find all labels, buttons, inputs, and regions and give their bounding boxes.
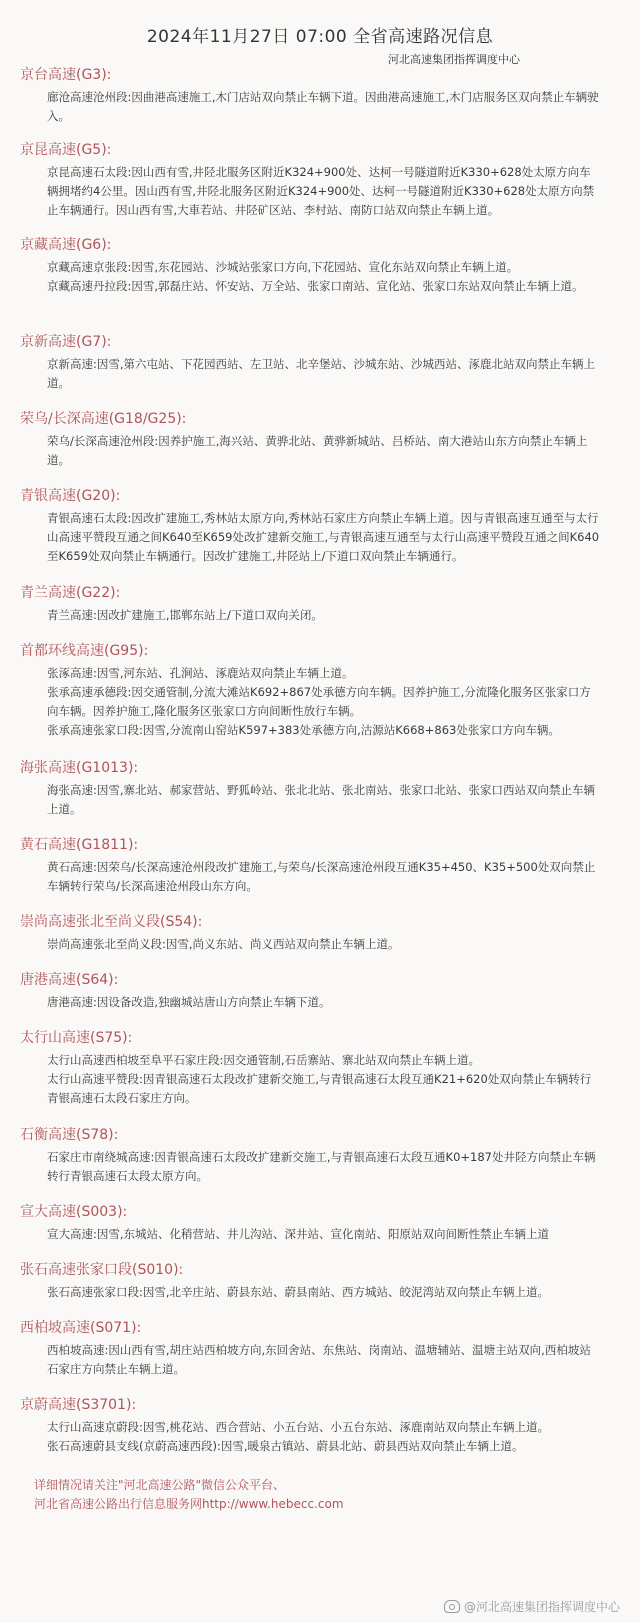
footer-line-website[interactable]: 河北省高速公路出行信息服务网http://www.hebecc.com [34, 1497, 344, 1511]
road-segment: 张石高速张家口段:因雪,北辛庄站、蔚县东站、蔚县南站、西方城站、皎泥湾站双向禁止车辆上道。 [47, 1285, 550, 1299]
road-segment: 崇尚高速张北至尚义段:因雪,尚义东站、尚义西站双向禁止车辆上道。 [47, 937, 400, 951]
road-name: 青银高速(G20): [20, 488, 121, 504]
road-name: 海张高速(G1013): [20, 760, 139, 776]
road-segment: 太行山高速西柏坡至阜平石家庄段:因交通管制,石岳寨站、寨北站双向禁止车辆上道。 [47, 1053, 481, 1067]
road-segment: 宣大高速:因雪,东城站、化稍营站、井儿沟站、深井站、宣化南站、阳原站双向间断性禁止车辆上道 [47, 1227, 550, 1241]
road-name: 荣乌/长深高速(G18/G25): [20, 411, 187, 427]
road-segment: 太行山高速平赞段:因青银高速石太段改扩建新交施工,与青银高速石太段互通K21+620处双向禁止车辆转行青银高速石太段石家庄方向。 [47, 1072, 592, 1105]
footer-line-wechat: 详细情况请关注"河北高速公路"微信公众平台、 [34, 1478, 286, 1492]
road-s54 [20, 913, 620, 954]
road-g95 [20, 642, 620, 740]
weibo-icon [444, 1600, 460, 1613]
watermark-text: @河北高速集团指挥调度中心 [463, 1600, 620, 1614]
road-segment: 青银高速石太段:因改扩建施工,秀林站太原方向,秀林站石家庄方向禁止车辆上道。因与青银高速互通至与太行山高速平赞段互通之间K640至K659处改扩建新交施工,与青银高速互通至与太行山高速平赞段互通之间K640至K659处双向禁止车辆通行。因改扩建施工,井陉站上/下道口双向禁止车辆通行。 [47, 511, 600, 563]
road-s75 [20, 1029, 620, 1108]
watermark [444, 1598, 620, 1615]
road-name: 宣大高速(S003): [20, 1204, 128, 1220]
footer-note [34, 1476, 344, 1514]
road-g20 [20, 487, 620, 566]
road-g5 [20, 141, 620, 220]
road-segment: 张承高速承德段:因交通管制,分流大滩站K692+867处承德方向车辆。因养护施工,分流隆化服务区张家口方向车辆。因养护施工,隆化服务区张家口方向间断性放行车辆。 [47, 685, 591, 718]
road-g1013 [20, 759, 620, 819]
road-name: 崇尚高速张北至尚义段(S54): [20, 914, 203, 930]
road-segment: 西柏坡高速:因山西有雪,胡庄站西柏坡方向,东回舍站、东焦站、岗南站、温塘辅站、温塘主站双向,西柏坡站石家庄方向禁止车辆上道。 [47, 1343, 591, 1376]
road-s78 [20, 1126, 620, 1186]
road-name: 张石高速张家口段(S010): [20, 1262, 184, 1278]
road-name: 石衡高速(S78): [20, 1127, 119, 1143]
road-name: 京台高速(G3): [20, 67, 112, 83]
road-g18-g25 [20, 410, 620, 470]
road-g7 [20, 333, 620, 393]
road-segment: 京新高速:因雪,第六屯站、下花园西站、左卫站、北辛堡站、沙城东站、沙城西站、涿鹿北站双向禁止车辆上道。 [47, 357, 596, 390]
road-segment: 张石高速蔚县支线(京蔚高速西段):因雪,暖泉古镇站、蔚县北站、蔚县西站双向禁止车辆上道。 [47, 1439, 524, 1453]
road-segment: 石家庄市南绕城高速:因青银高速石太段改扩建新交施工,与青银高速石太段互通K0+187处井陉方向禁止车辆转行青银高速石太段太原方向。 [47, 1150, 596, 1183]
road-segment: 张承高速张家口段:因雪,分流南山窑站K597+383处承德方向,沽源站K668+863处张家口方向车辆。 [47, 723, 560, 737]
road-s010 [20, 1261, 620, 1302]
road-segment: 黄石高速:因荣乌/长深高速沧州段改扩建施工,与荣乌/长深高速沧州段互通K35+450、K35+500处双向禁止车辆转行荣乌/长深高速沧州段山东方向。 [47, 860, 596, 893]
road-segment: 青兰高速:因改扩建施工,邯郸东站上/下道口双向关闭。 [47, 608, 323, 622]
road-name: 唐港高速(S64): [20, 972, 119, 988]
road-segment: 海张高速:因雪,寨北站、郝家营站、野狐岭站、张北北站、张北南站、张家口北站、张家口西站双向禁止车辆上道。 [47, 783, 596, 816]
road-name: 黄石高速(G1811): [20, 837, 139, 853]
road-segment: 京藏高速京张段:因雪,东花园站、沙城站张家口方向,下花园站、宣化东站双向禁止车辆上道。 [47, 260, 519, 274]
road-name: 京藏高速(G6): [20, 237, 112, 253]
road-segment: 京藏高速丹拉段:因雪,郭磊庄站、怀安站、万全站、张家口南站、宣化站、张家口东站双向禁止车辆上道。 [47, 279, 584, 293]
road-segment: 张涿高速:因雪,河东站、孔涧站、涿鹿站双向禁止车辆上道。 [47, 666, 354, 680]
road-name: 京蔚高速(S3701): [20, 1397, 137, 1413]
road-s003 [20, 1203, 620, 1244]
page-subtitle: 河北高速集团指挥调度中心 [388, 53, 520, 66]
road-name: 青兰高速(G22): [20, 585, 121, 601]
road-name: 京新高速(G7): [20, 334, 112, 350]
road-segment: 廊沧高速沧州段:因曲港高速施工,木门店站双向禁止车辆下道。因曲港高速施工,木门店服务区双向禁止车辆驶入。 [47, 90, 599, 123]
road-name: 首都环线高速(G95): [20, 643, 149, 659]
road-g1811 [20, 836, 620, 896]
page-title: 2024年11月27日 07:00 全省高速路况信息 [146, 27, 494, 47]
road-g6 [20, 236, 620, 296]
road-segment: 唐港高速:因设备改造,独幽城站唐山方向禁止车辆下道。 [47, 995, 331, 1009]
road-s071 [20, 1319, 620, 1379]
road-s64 [20, 971, 620, 1012]
road-g22 [20, 584, 620, 625]
road-segment: 京昆高速石太段:因山西有雪,井陉北服务区附近K324+900处、达柯一号隧道附近K330+628处太原方向车辆拥堵约4公里。因山西有雪,井陉北服务区附近K324+900处、达柯一号隧道附近K330+628处太原方向禁止车辆通行。因山西有雪,大車若站、井陉矿区站、李村站、南防口站双向禁止车辆上道。 [47, 165, 595, 217]
road-s3701 [20, 1396, 620, 1456]
road-name: 太行山高速(S75): [20, 1030, 133, 1046]
road-segment: 太行山高速京蔚段:因雪,桃花站、西合营站、小五台站、小五台东站、涿鹿南站双向禁止车辆上道。 [47, 1420, 550, 1434]
road-name: 京昆高速(G5): [20, 142, 112, 158]
road-name: 西柏坡高速(S071): [20, 1320, 142, 1336]
road-segment: 荣乌/长深高速沧州段:因养护施工,海兴站、黄骅北站、黄骅新城站、吕桥站、南大港站山东方向禁止车辆上道。 [47, 434, 588, 467]
road-g3 [20, 66, 620, 126]
